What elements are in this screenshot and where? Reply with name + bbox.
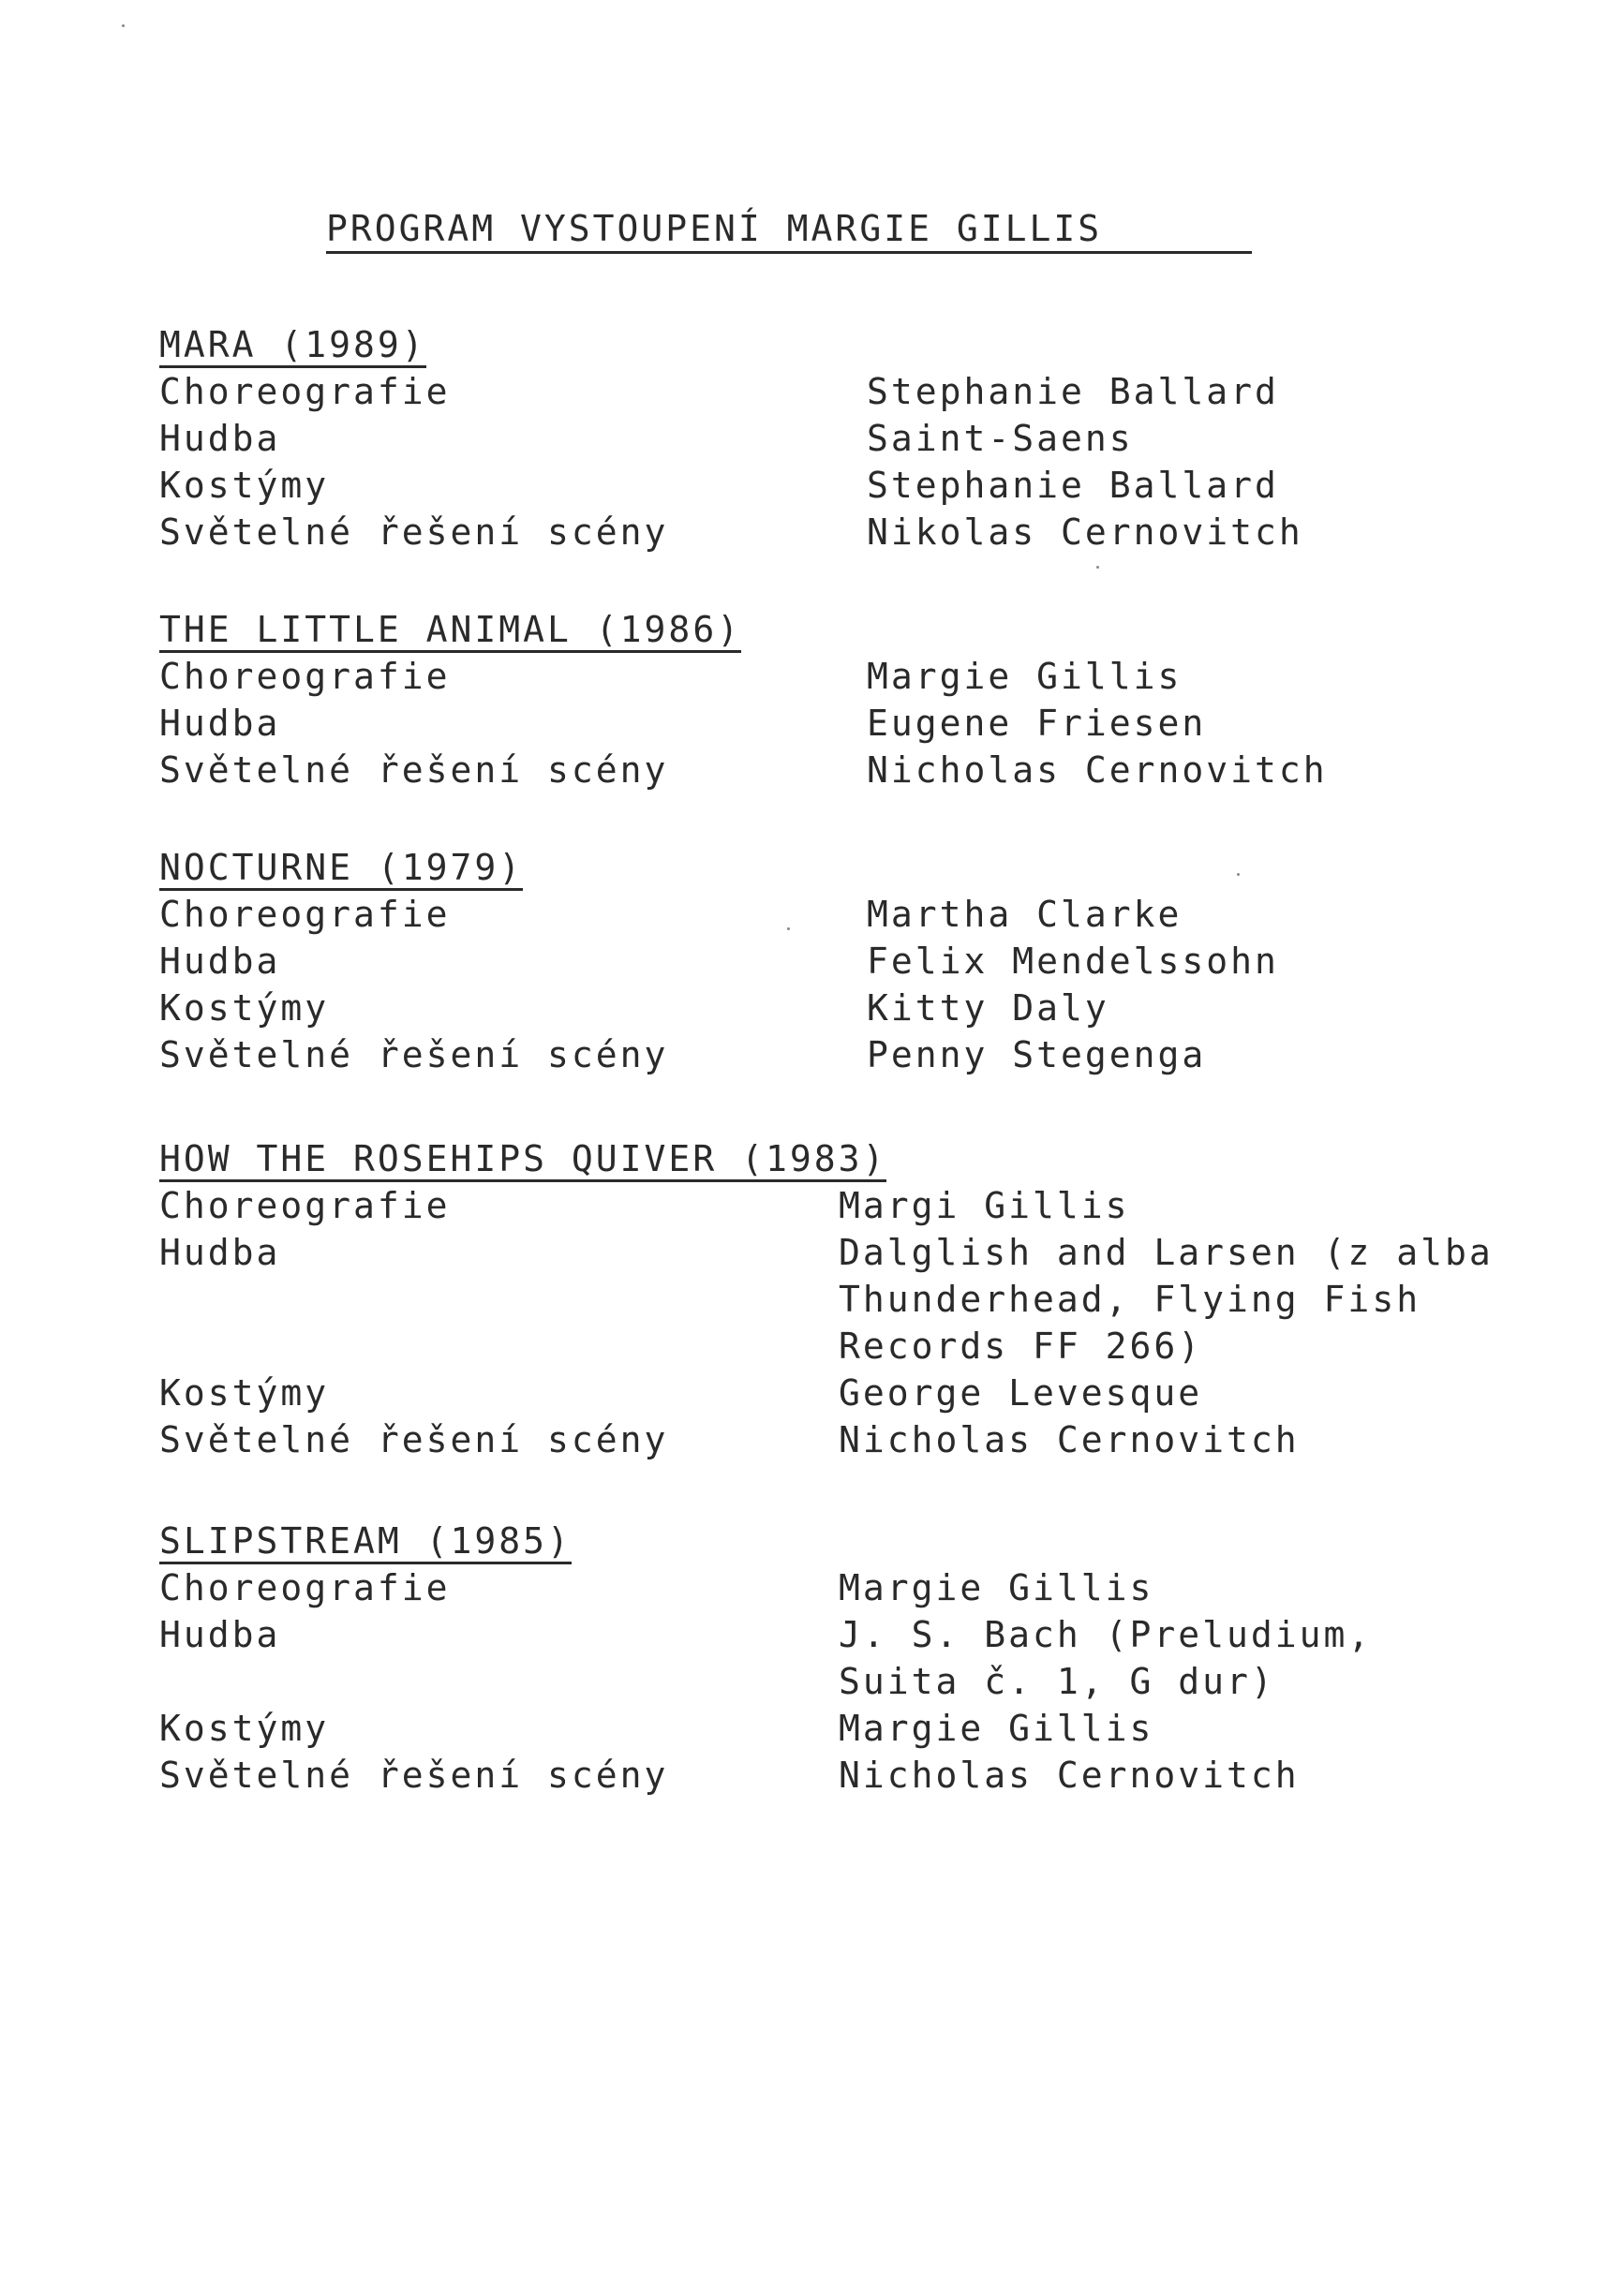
credit-row [159,368,1565,415]
credit-row [159,1182,1565,1229]
section-heading: THE LITTLE ANIMAL (1986) [159,606,741,653]
role-label: Kostýmy [159,465,330,506]
credit-row [159,1611,1565,1705]
role-label: Choreografie [159,1185,451,1226]
role-label: Světelné řešení scény [159,1419,669,1460]
credit-name: Margie Gillis [867,656,1183,697]
credit-name: George Levesque [839,1372,1203,1414]
credit-name: Martha Clarke [867,894,1183,935]
credit-row [159,415,1565,462]
role-label: Hudba [159,418,281,459]
credit-row [159,1752,1565,1799]
credit-name: Saint-Saens [867,418,1134,459]
role-label: Choreografie [159,371,451,412]
credit-row [159,653,1565,700]
credit-name: Nicholas Cernovitch [839,1755,1300,1796]
scan-speck [787,927,790,930]
section-the-little-animal [159,606,1565,793]
credit-name: Felix Mendelssohn [867,941,1279,982]
role-label: Světelné řešení scény [159,511,669,553]
credit-row [159,1564,1565,1611]
credit-row [159,1705,1565,1752]
role-label: Světelné řešení scény [159,1034,669,1075]
scan-speck [122,24,125,27]
credit-name: Eugene Friesen [867,703,1207,744]
credit-name: Margie Gillis [839,1708,1154,1749]
credit-row [159,1370,1565,1416]
credit-row [159,938,1565,985]
credit-name: Margie Gillis [839,1567,1154,1608]
credit-row [159,462,1565,509]
title-underline [326,251,1252,254]
credit-name: Penny Stegenga [867,1034,1207,1075]
section-heading: NOCTURNE (1979) [159,844,523,891]
credit-row [159,891,1565,938]
credit-name: Kitty Daly [867,987,1109,1029]
role-label: Choreografie [159,656,451,697]
credit-row [159,985,1565,1031]
credit-name: Stephanie Ballard [867,465,1279,506]
role-label: Hudba [159,1614,281,1655]
role-label: Hudba [159,941,281,982]
scan-speck [1096,566,1099,569]
section-slipstream [159,1518,1565,1799]
credit-name: Nikolas Cernovitch [867,511,1303,553]
credit-row [159,1229,1565,1370]
credit-row [159,700,1565,747]
section-how-the-rosehips-quiver [159,1135,1565,1463]
credit-name: Stephanie Ballard [867,371,1279,412]
credit-row [159,1031,1565,1078]
role-label: Choreografie [159,1567,451,1608]
credit-name: Nicholas Cernovitch [867,749,1328,791]
credit-row [159,509,1565,555]
credit-name: Margi Gillis [839,1185,1130,1226]
role-label: Kostýmy [159,1372,330,1414]
section-mara [159,321,1565,555]
credit-name: Dalglish and Larsen (z alba Thunderhead, Flying Fish Records FF 266) [839,1232,1494,1367]
section-heading: MARA (1989) [159,321,426,368]
credit-row [159,1416,1565,1463]
section-heading: HOW THE ROSEHIPS QUIVER (1983) [159,1135,886,1182]
section-nocturne [159,844,1565,1078]
role-label: Světelné řešení scény [159,749,669,791]
role-label: Hudba [159,1232,281,1273]
role-label: Choreografie [159,894,451,935]
credit-name: J. S. Bach (Preludium, Suita č. 1, G dur) [839,1614,1373,1702]
credit-row [159,747,1565,793]
role-label: Hudba [159,703,281,744]
scan-speck [1237,873,1240,876]
section-heading: SLIPSTREAM (1985) [159,1518,572,1564]
credit-name: Nicholas Cernovitch [839,1419,1300,1460]
role-label: Světelné řešení scény [159,1755,669,1796]
role-label: Kostýmy [159,987,330,1029]
role-label: Kostýmy [159,1708,330,1749]
page-title: PROGRAM VYSTOUPENÍ MARGIE GILLIS [326,208,1103,249]
